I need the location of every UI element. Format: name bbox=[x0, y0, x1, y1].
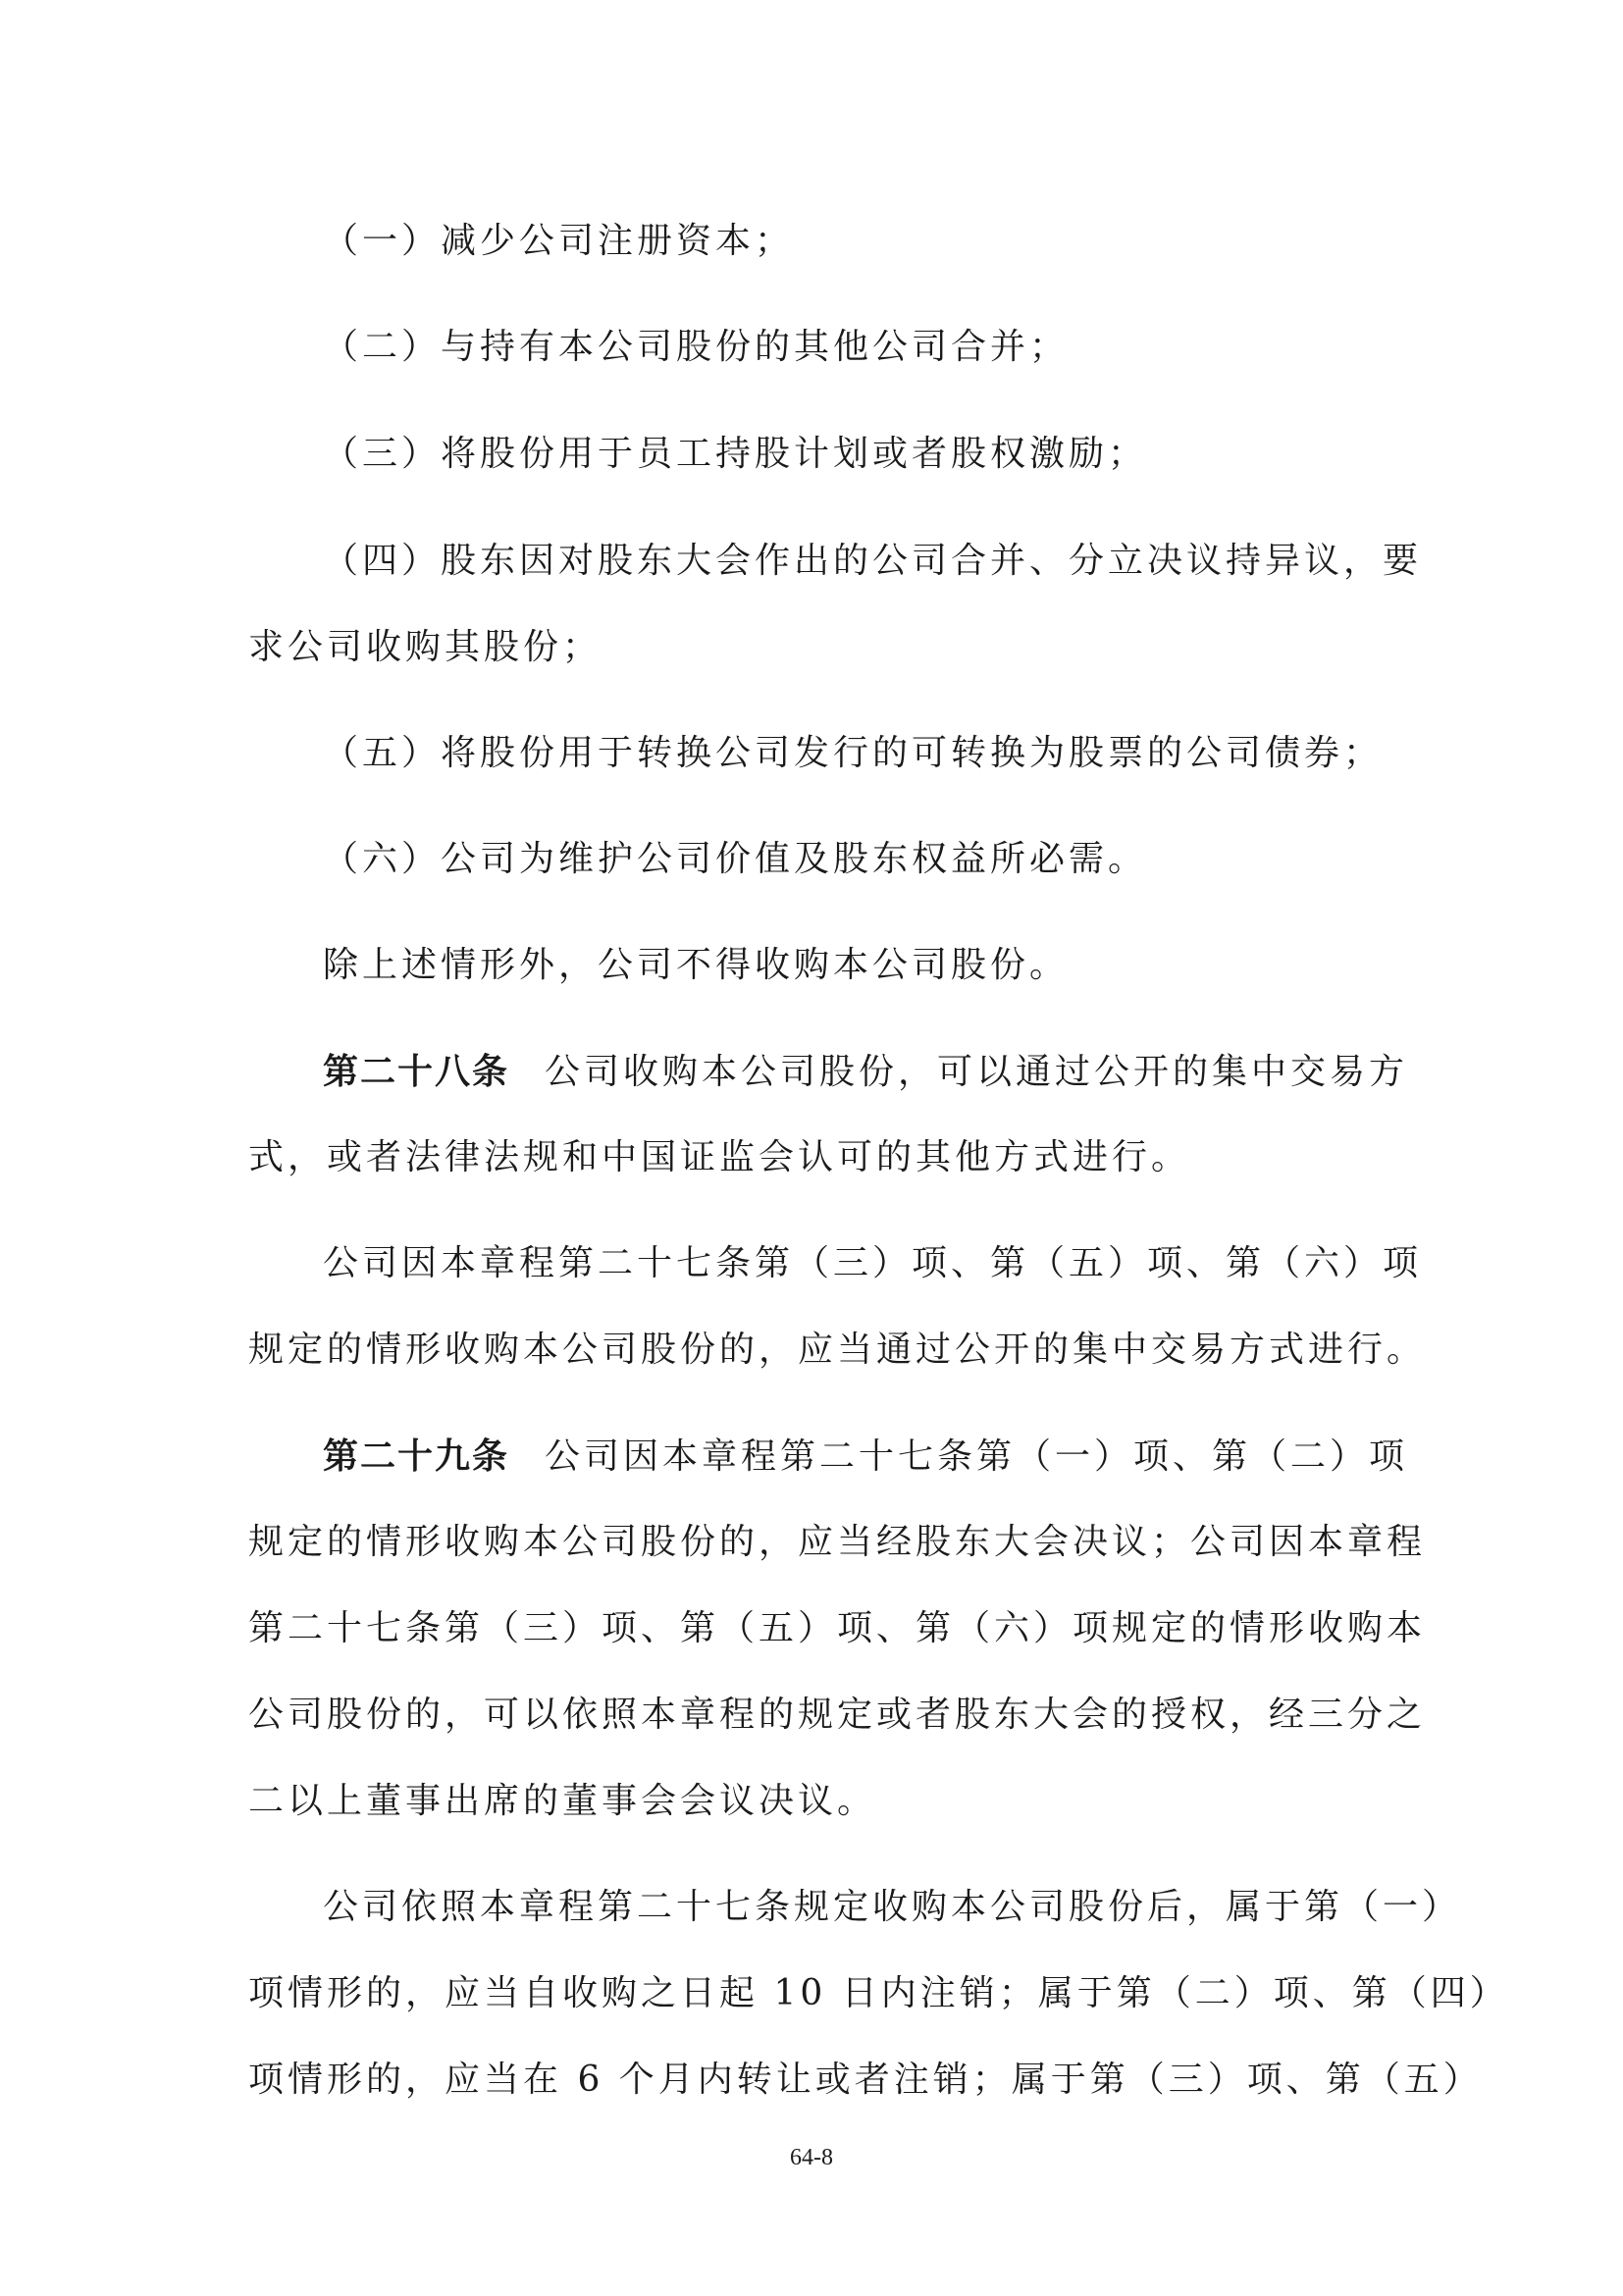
list-item-6: （六）公司为维护公司价值及股东权益所必需。 bbox=[323, 839, 1148, 879]
article-29-line-3: 第二十七条第（三）项、第（五）项、第（六）项规定的情形收购本 bbox=[248, 1608, 1427, 1648]
article-28-para-2-line-1: 公司因本章程第二十七条第（三）项、第（五）项、第（六）项 bbox=[323, 1243, 1423, 1283]
list-item-3: （三）将股份用于员工持股计划或者股权激励； bbox=[323, 434, 1148, 474]
article-29-para-2-line-2: 项情形的，应当自收购之日起 10 日内注销；属于第（二）项、第（四） bbox=[248, 1973, 1509, 2013]
article-28-text-1: 公司收购本公司股份，可以通过公开的集中交易方 bbox=[545, 1052, 1409, 1092]
article-28-line-2: 式，或者法律法规和中国证监会认可的其他方式进行。 bbox=[248, 1137, 1191, 1177]
article-28-line-1 bbox=[323, 1048, 1409, 1096]
article-29-text-1: 公司因本章程第二十七条第（一）项、第（二）项 bbox=[545, 1436, 1409, 1477]
article-29-heading: 第二十九条 bbox=[323, 1435, 510, 1477]
list-item-2: （二）与持有本公司股份的其他公司合并； bbox=[323, 327, 1070, 367]
page-number: 64-8 bbox=[790, 2145, 833, 2170]
list-item-5: （五）将股份用于转换公司发行的可转换为股票的公司债券； bbox=[323, 733, 1384, 773]
list-item-4-line-2: 求公司收购其股份； bbox=[248, 627, 602, 667]
article-29-line-2: 规定的情形收购本公司股份的，应当经股东大会决议；公司因本章程 bbox=[248, 1522, 1427, 1562]
article-29-para-2-line-1: 公司依照本章程第二十七条规定收购本公司股份后，属于第（一） bbox=[323, 1887, 1462, 1927]
article-29-para-2-line-3: 项情形的，应当在 6 个月内转让或者注销；属于第（三）项、第（五） bbox=[248, 2060, 1483, 2100]
list-item-4-line-1: （四）股东因对股东大会作出的公司合并、分立决议持异议，要 bbox=[323, 541, 1423, 581]
article-29-line-5: 二以上董事出席的董事会会议决议。 bbox=[248, 1781, 877, 1821]
article-28-heading: 第二十八条 bbox=[323, 1051, 510, 1092]
article-28-para-2-line-2: 规定的情形收购本公司股份的，应当通过公开的集中交易方式进行。 bbox=[248, 1330, 1427, 1370]
exception-paragraph: 除上述情形外，公司不得收购本公司股份。 bbox=[323, 945, 1070, 985]
list-item-1: （一）减少公司注册资本； bbox=[323, 221, 795, 261]
article-29-line-1 bbox=[323, 1433, 1409, 1481]
article-29-line-4: 公司股份的，可以依照本章程的规定或者股东大会的授权，经三分之 bbox=[248, 1695, 1427, 1735]
